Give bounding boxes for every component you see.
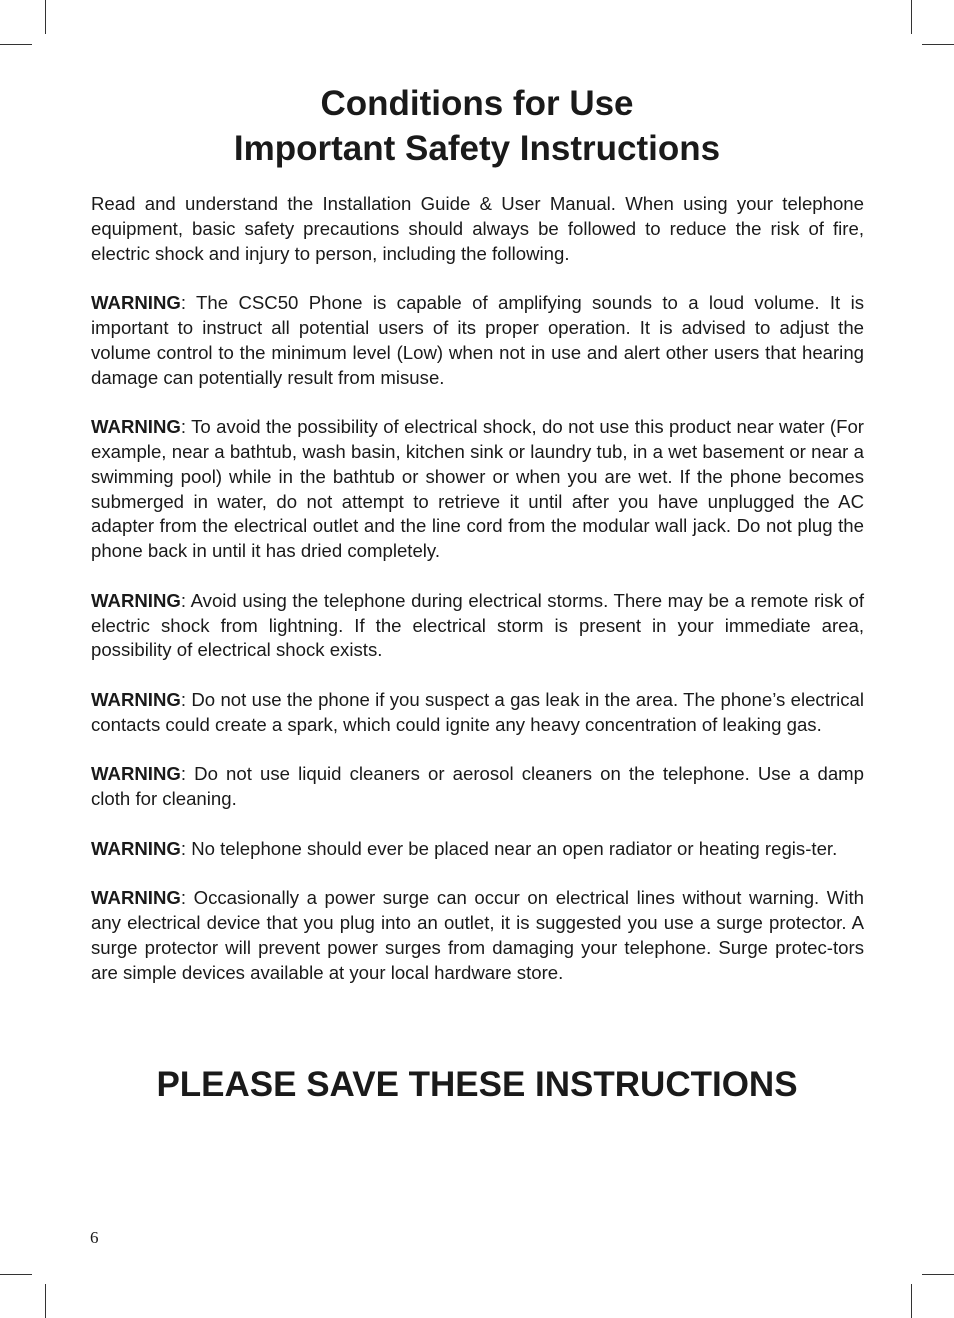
warning-paragraph: [91, 762, 864, 812]
warning-paragraph: [91, 291, 864, 390]
page-number: 6: [90, 1228, 99, 1247]
warning-label: WARNING: [91, 416, 181, 438]
warning-label: WARNING: [91, 763, 181, 785]
warning-text: : Do not use liquid cleaners or aerosol cleaners on the telephone. Use a damp cloth for cleaning.: [91, 763, 864, 810]
warning-text: : The CSC50 Phone is capable of amplifying sounds to a loud volume. It is important to instruct all potential users of its proper operation. It is advised to adjust the volume control to the minimum level (Low) when not in use and alert other users that hearing damage can potentially result from misuse.: [91, 292, 864, 388]
crop-mark-top-left-horizontal: [0, 44, 32, 45]
warning-paragraph: [91, 415, 864, 564]
crop-mark-bottom-right-horizontal: [922, 1274, 954, 1275]
warning-text: : Do not use the phone if you suspect a gas leak in the area. The phone’s electrical contacts could create a spark, which could ignite any heavy concentration of leaking gas.: [91, 688, 864, 735]
page-title: Conditions for Use: [320, 84, 634, 123]
warning-text: : Avoid using the telephone during electrical storms. There may be a remote risk of electric shock from lightning. If the electrical storm is present in your immediate area, possibility of electrical shock exists.: [91, 589, 864, 661]
crop-mark-bottom-right-vertical: [911, 1284, 912, 1318]
safety-instructions-body: [91, 192, 864, 1010]
crop-mark-bottom-left-vertical: [45, 1284, 46, 1318]
crop-mark-top-left-vertical: [45, 0, 46, 34]
crop-mark-top-right-vertical: [911, 0, 912, 34]
warning-label: WARNING: [91, 589, 181, 611]
warning-label: WARNING: [91, 688, 181, 710]
warning-paragraph: [91, 886, 864, 985]
warning-label: WARNING: [91, 292, 181, 314]
warning-text: : No telephone should ever be placed near an open radiator or heating regis-ter.: [180, 837, 838, 859]
intro-paragraph: Read and understand the Installation Guide & User Manual. When using your telephone equipment, basic safety precautions should always be followed to reduce the risk of fire, electric shock and injury to person, including the following.: [91, 193, 864, 264]
warning-label: WARNING: [91, 837, 181, 859]
save-instructions-heading: PLEASE SAVE THESE INSTRUCTIONS: [156, 1065, 798, 1104]
warning-text: : To avoid the possibility of electrical shock, do not use this product near water (For example, near a bathtub, wash basin, kitchen sink or laundry tub, in a wet basement or near a swimming pool) while in the bathtub or shower or when you are wet. If the phone becomes submerged in water, do not attempt to retrieve it until after you have unplugged the AC adapter from the electrical outlet and the line cord from the modular wall jack. Do not plug the phone back in until it has dried completely.: [91, 416, 864, 562]
warning-paragraph: [91, 589, 864, 663]
warning-text: : Occasionally a power surge can occur on electrical lines without warning. With any electrical device that you plug into an outlet, it is suggested you use a surge protector. A surge protector will prevent power surges from damaging your telephone. Surge protec-tors are simple devices available at your local hardware store.: [91, 887, 864, 983]
warning-label: WARNING: [91, 887, 181, 909]
warning-paragraph: [91, 837, 864, 862]
page-subtitle: Important Safety Instructions: [233, 129, 721, 168]
crop-mark-top-right-horizontal: [922, 44, 954, 45]
warning-paragraph: [91, 688, 864, 738]
crop-mark-bottom-left-horizontal: [0, 1274, 32, 1275]
